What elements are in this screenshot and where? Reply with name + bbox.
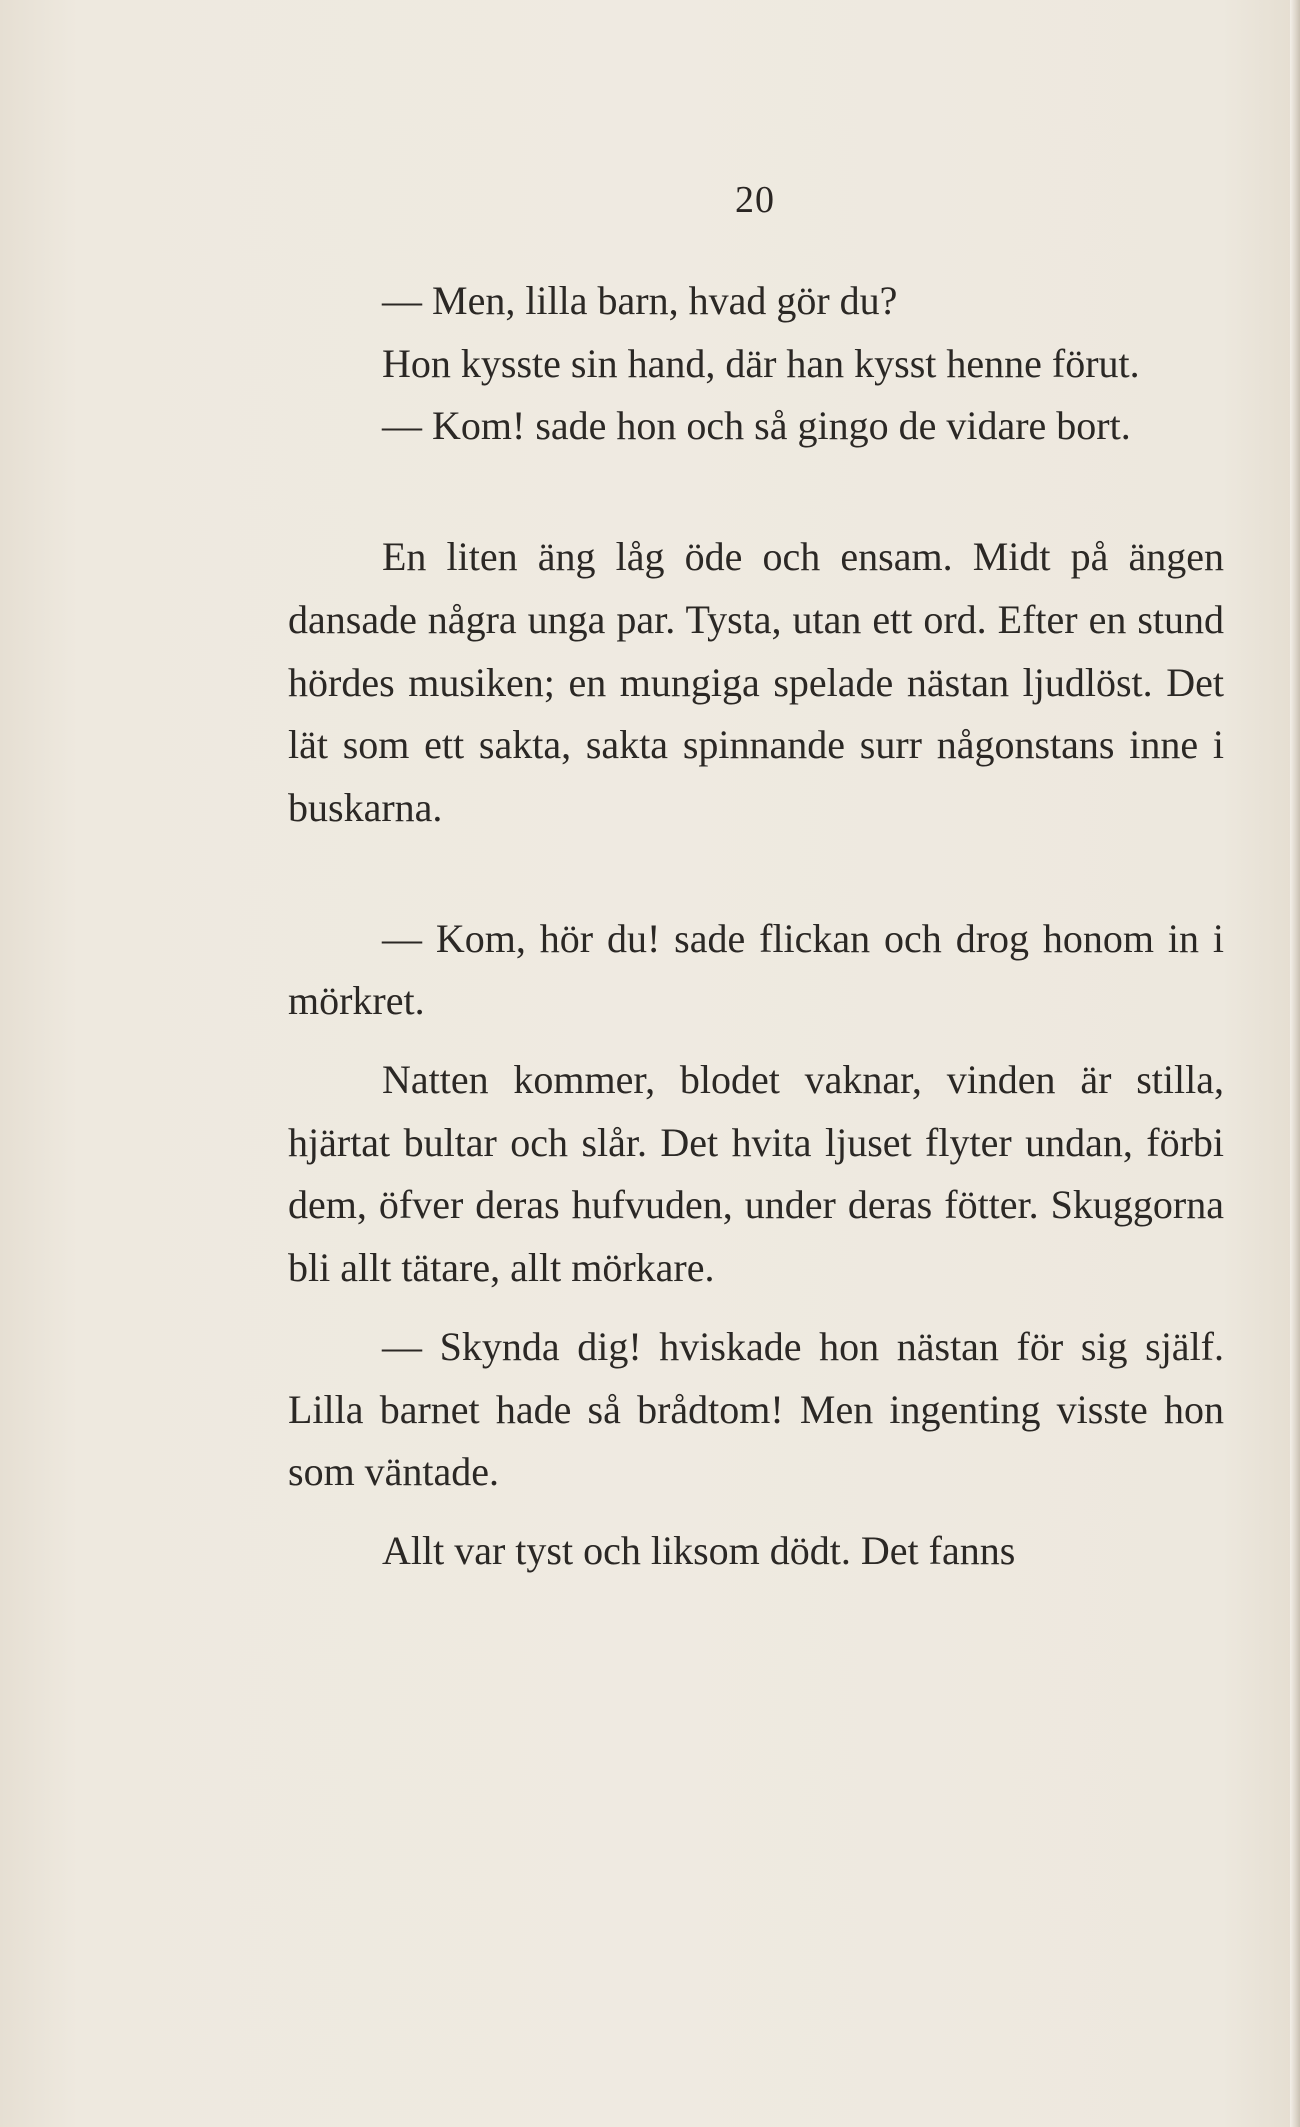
paragraph-dialogue-4: — Skynda dig! hviskade hon nästan för sig själf. Lilla barnet hade så brådtom! Men ingenting visste hon som väntade. [288, 1323, 1224, 1495]
paragraph-meadow: En liten äng låg öde och ensam. Midt på ängen dansade några unga par. Tysta, utan ett ord. Efter en stund hördes musiken; en mungiga spelade nästan ljudlöst. Det lät som ett sakta, sakta spinnande surr någonstans inne i buskarna. [288, 534, 1224, 830]
paragraph-dialogue-2: — Kom! sade hon och så gingo de vidare bort. [382, 403, 1131, 449]
paragraph-dialogue-3: — Kom, hör du! sade flickan och drog honom in i mörkret. [288, 915, 1224, 1024]
page-number: 20 [735, 179, 775, 221]
paragraph-kiss: Hon kysste sin hand, där han kysst henne förut. [382, 340, 1140, 386]
page-edge [1290, 0, 1300, 2127]
paragraph-dialogue-1: — Men, lilla barn, hvad gör du? [382, 278, 898, 323]
paragraph-silence: Allt var tyst och liksom dödt. Det fanns [382, 1527, 1016, 1573]
paragraph-night: Natten kommer, blodet vaknar, vinden är stilla, hjärtat bultar och slår. Det hvita ljuset flyter undan, förbi dem, öfver deras hufvuden, under deras fötter. Skuggorna bli allt tätare, allt mörkare. [288, 1057, 1224, 1291]
body-text [288, 270, 1224, 1583]
